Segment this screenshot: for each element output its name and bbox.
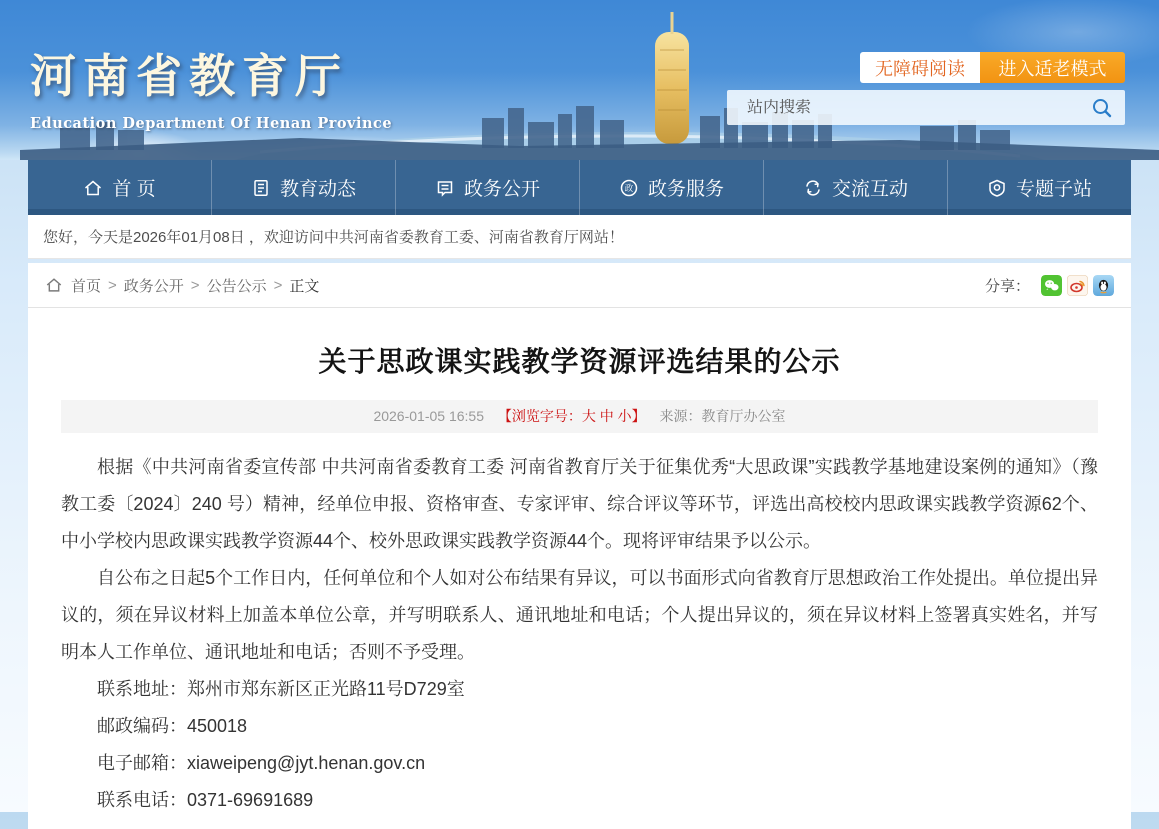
nav-item-label: 交流互动 [831,179,908,200]
header-buttons [727,52,1125,83]
interaction-icon [803,178,823,198]
contact-postcode-line: 邮政编码：450018 [97,716,248,736]
contact-address-line: 联系地址：郑州市郑东新区正光路11号D729室 [97,679,465,699]
site-search-box[interactable] [727,90,1125,125]
nav-item-label: 专题子站 [1015,179,1092,200]
greeting-text: 您好，今天是2026年01月08日 ，欢迎访问中共河南省委教育工委、河南省教育厅网站！ [43,229,624,246]
share-label: 分享： [984,277,1030,295]
news-icon [251,178,271,198]
share-group [985,275,1114,296]
content-card [28,263,1131,829]
nav-item-interaction[interactable] [763,160,947,215]
nav-item-home[interactable] [28,160,211,215]
accessibility-reading-button[interactable]: 无障碍阅读 [860,52,980,83]
breadcrumb-separator: > [108,276,117,294]
article-datetime: 2026-01-05 16:55 [373,408,484,424]
article-paragraph: 自公布之日起5个工作日内，任何单位和个人如对公布结果有异议，可以书面形式向省教育厅思想政治工作处提出。单位提出异议的，须在异议材料上加盖本单位公章，并写明联系人、通讯地址和电话；个人提出异议的，须在异议材料上签署真实姓名，并写明本人工作单位、通讯地址和电话；否则不予受理。 [61,568,1098,662]
nav-item-label: 教育动态 [279,179,356,200]
site-logo-subtitle: Education Department Of Henan Province [30,115,393,132]
nav-item-gov-services[interactable] [579,160,763,215]
contact-email-line: 电子邮箱：xiaweipeng@jyt.henan.gov.cn [97,753,426,773]
breadcrumb [28,263,1131,308]
breadcrumb-home[interactable]: 首页 [71,277,102,295]
wechat-share-icon[interactable] [1041,275,1062,296]
nav-item-label: 政务服务 [647,179,724,200]
article [28,340,1131,819]
search-icon[interactable] [1091,97,1113,119]
article-title: 关于思政课实践教学资源评选结果的公示 [318,346,841,377]
breadcrumb-home-icon[interactable] [45,276,63,294]
subsite-icon [987,178,1007,198]
article-meta [61,400,1098,433]
home-icon [83,178,103,198]
elder-mode-button[interactable]: 进入适老模式 [980,52,1125,83]
breadcrumb-item-announcements[interactable]: 公告公示 [206,277,267,295]
site-header [0,0,1159,160]
article-paragraph: 根据《中共河南省委宣传部 中共河南省委教育工委 河南省教育厅关于征集优秀“大思政课”实践教学基地建设案例的通知》（豫教工委〔2024〕240 号）精神，经单位申报、资格审查、专家评审、综合评议等环节，评选出高校校内思政课实践教学资源62个、中小学校内思政课实践教学资源44个、校外思政课实践教学资源44个。现将评审结果予以公示。 [61,457,1098,551]
site-logo-title: 河南省教育厅 [30,49,348,103]
breadcrumb-item-gov-disclosure[interactable]: 政务公开 [123,277,184,295]
article-body [61,449,1098,819]
svg-text:政: 政 [624,182,634,193]
main-nav [28,160,1131,215]
breadcrumb-separator: > [273,276,283,294]
breadcrumb-item-current: 正文 [289,277,320,295]
nav-item-gov-disclosure[interactable] [395,160,579,215]
greeting-bar [28,215,1131,259]
article-source: 来源：教育厅办公室 [659,408,786,424]
nav-item-special-subsites[interactable] [947,160,1131,215]
search-input[interactable] [747,99,1091,117]
document-icon [435,178,455,198]
weibo-share-icon[interactable] [1067,275,1088,296]
font-size-switcher[interactable]: 【浏览字号：大 中 小】 [497,408,646,424]
contact-phone-line: 联系电话：0371-69691689 [97,790,314,810]
nav-item-label: 政务公开 [463,179,540,200]
site-logo [30,40,392,132]
header-right [727,52,1125,125]
breadcrumb-separator: > [190,276,200,294]
nav-item-label: 首 页 [112,179,156,200]
gov-service-icon [619,178,639,198]
qq-share-icon[interactable] [1093,275,1114,296]
nav-item-education-news[interactable] [211,160,395,215]
